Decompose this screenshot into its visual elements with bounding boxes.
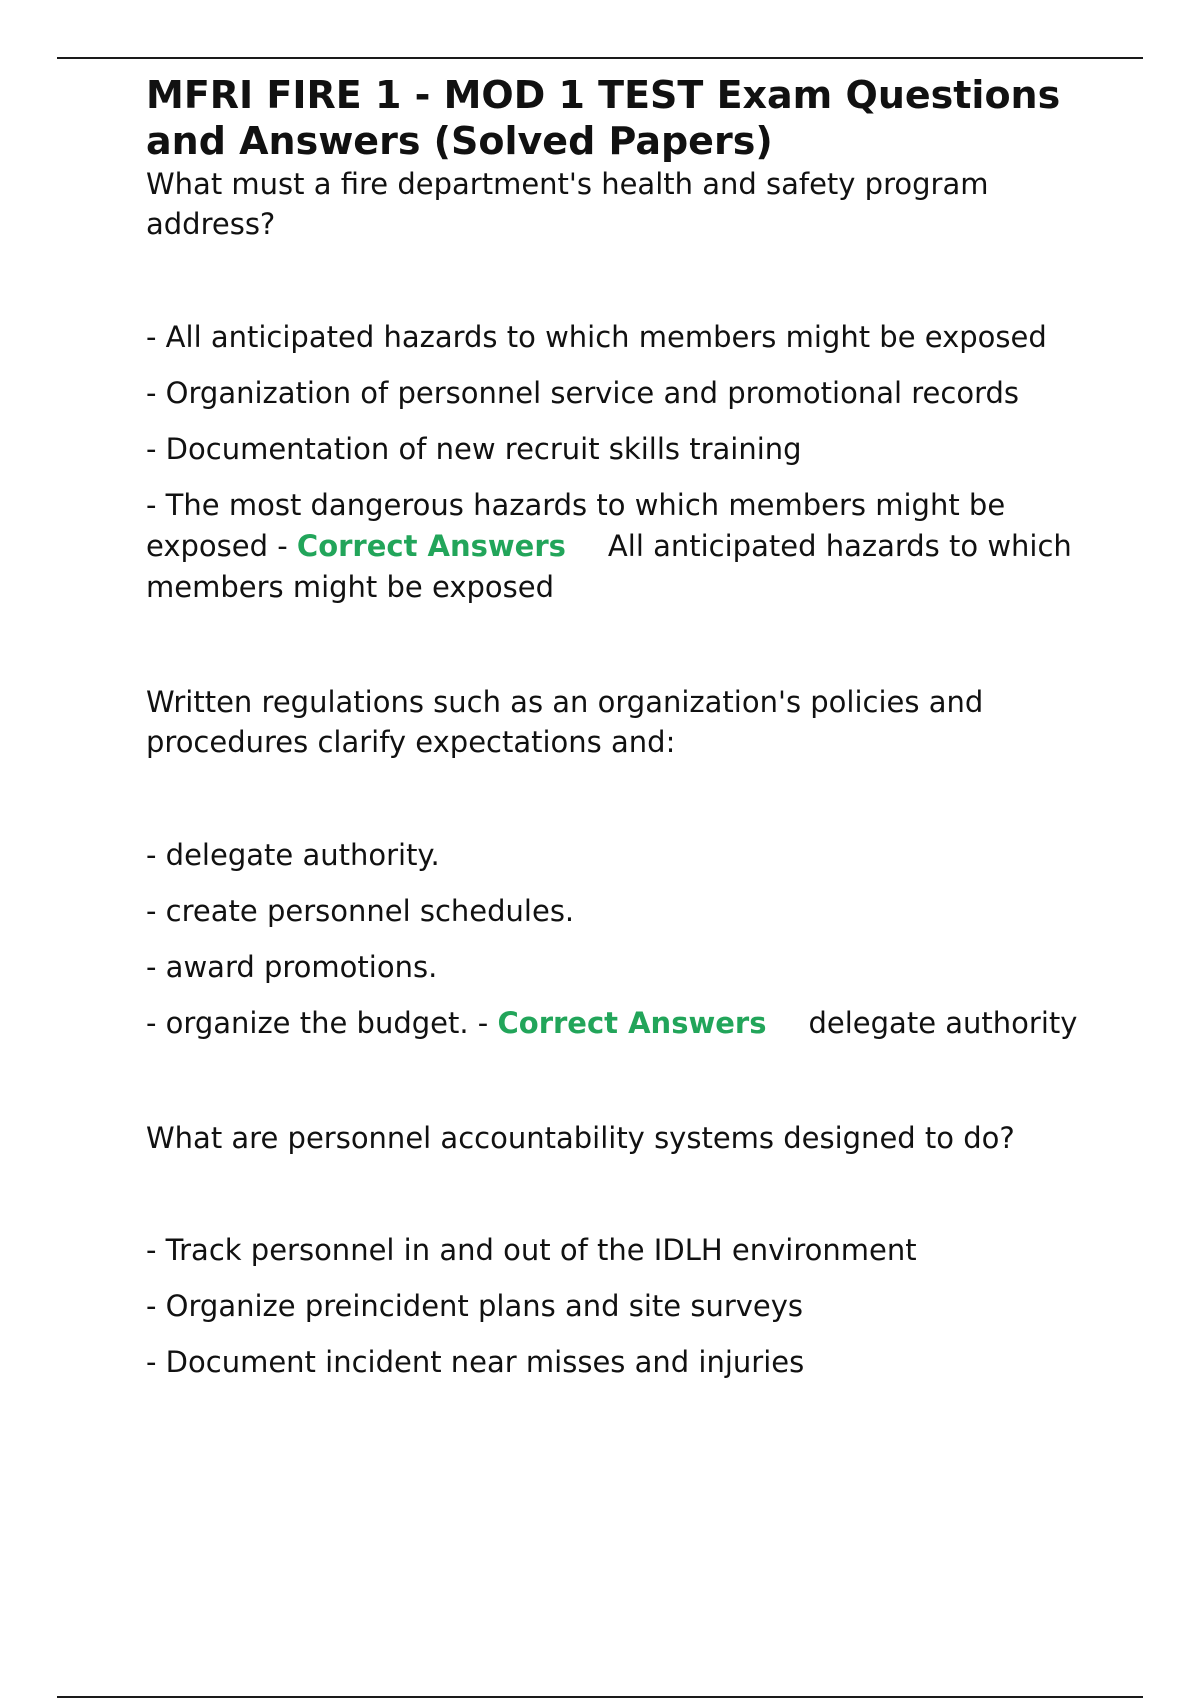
question-3-options xyxy=(146,1230,1126,1383)
question-2-text: Written regulations such as an organization's policies and procedures clarify expectations and: xyxy=(146,685,984,759)
question-2-option-1: - delegate authority. xyxy=(146,838,440,872)
question-1-option-4-text: - The most dangerous hazards to which members might be exposed - xyxy=(146,488,1006,563)
bottom-rule xyxy=(57,1696,1143,1698)
top-rule xyxy=(57,57,1143,59)
question-1-text: What must a fire department's health and safety program address? xyxy=(146,167,989,241)
question-1-option-3: - Documentation of new recruit skills training xyxy=(146,432,802,466)
question-2-answer: delegate authority xyxy=(808,1006,1078,1040)
question-1-option-4 xyxy=(146,485,1126,608)
question-1-answer: All anticipated hazards to which members might be exposed xyxy=(146,529,1072,604)
question-2-option-4 xyxy=(146,1003,1126,1044)
question-1-option-1: - All anticipated hazards to which members might be exposed xyxy=(146,320,1047,354)
question-3-option-3: - Document incident near misses and injuries xyxy=(146,1345,805,1379)
question-1-options xyxy=(146,317,1126,608)
correct-answers-label: Correct Answers xyxy=(296,529,566,563)
document-body xyxy=(146,72,1126,1383)
correct-answers-label: Correct Answers xyxy=(497,1006,767,1040)
question-3-option-1: - Track personnel in and out of the IDLH environment xyxy=(146,1233,917,1267)
question-1-option-2: - Organization of personnel service and promotional records xyxy=(146,376,1020,410)
question-3-text: What are personnel accountability systems designed to do? xyxy=(146,1121,1015,1155)
question-2-option-2: - create personnel schedules. xyxy=(146,894,575,928)
question-2-options xyxy=(146,835,1126,1044)
question-2-option-4-text: - organize the budget. - xyxy=(146,1006,489,1040)
document-title: MFRI FIRE 1 - MOD 1 TEST Exam Questions and Answers (Solved Papers) xyxy=(146,73,1061,163)
question-2-option-3: - award promotions. xyxy=(146,950,438,984)
question-3-option-2: - Organize preincident plans and site surveys xyxy=(146,1289,804,1323)
